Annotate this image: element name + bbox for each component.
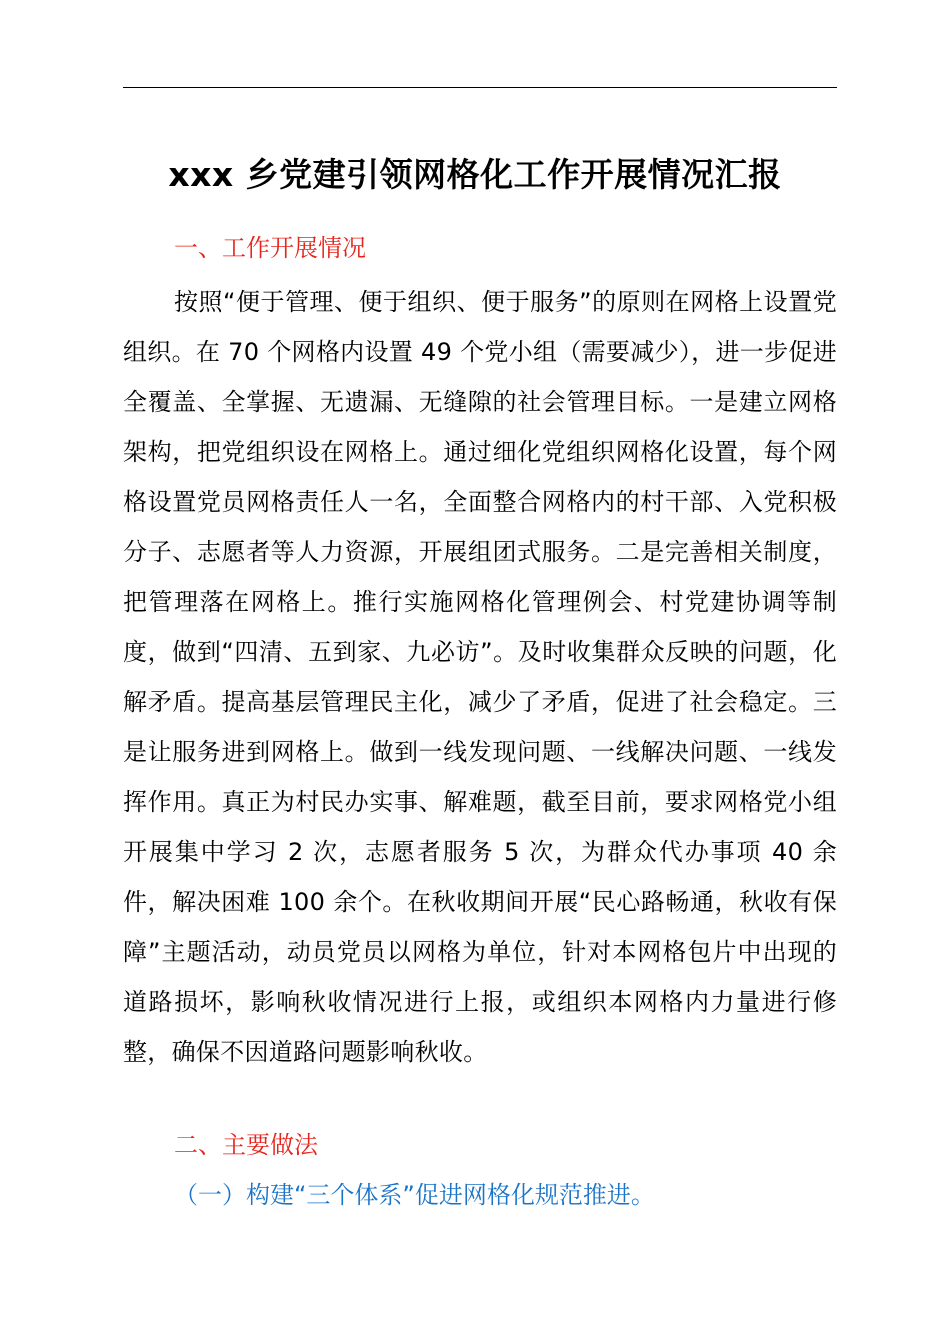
body-paragraph: 按照“便于管理、便于组织、便于服务”的原则在网格上设置党组织。在 70 个网格内设置 49 个党小组（需要减少），进一步促进全覆盖、全掌握、无遗漏、无缝隙的社会管理目标。一是建立网格架构，把党组织设在网格上。通过细化党组织网格化设置，每个网格设置党员网格责任人一名，全面整合网格内的村干部、入党积极分子、志愿者等人力资源，开展组团式服务。二是完善相关制度，把管理落在网格上。推行实施网格化管理例会、村党建协调等制度，做到“四清、五到家、九必访”。及时收集群众反映的问题，化解矛盾。提高基层管理民主化，减少了矛盾，促进了社会稳定。三是让服务进到网格上。做到一线发现问题、一线解决问题、一线发挥作用。真正为村民办实事、解难题，截至目前，要求网格党小组开展集中学习 2 次，志愿者服务 5 次，为群众代办事项 40 余件，解决困难 100 余个。在秋收期间开展“民心路畅通，秋收有保障”主题活动，动员党员以网格为单位，针对本网格包片中出现的道路损坏，影响秋收情况进行上报，或组织本网格内力量进行修整，确保不因道路问题影响秋收。	[123, 288, 837, 1066]
section-heading-work-status: 一、工作开展情况	[174, 234, 366, 262]
subsection-heading-three-systems: （一）构建“三个体系”促进网格化规范推进。	[174, 1181, 655, 1209]
header-rule	[123, 87, 837, 88]
document-title: xxx 乡党建引领网格化工作开展情况汇报	[168, 155, 782, 194]
section-heading-main-practices: 二、主要做法	[174, 1131, 318, 1159]
